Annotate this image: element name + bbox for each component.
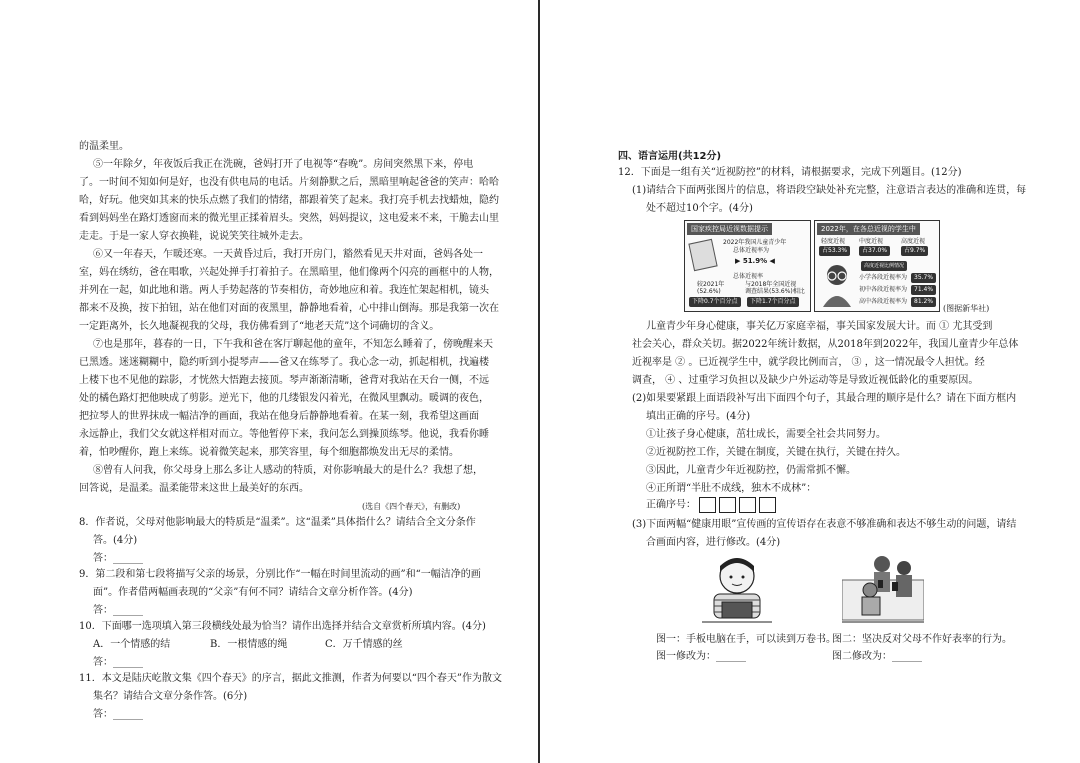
card-text: 高中各段近视率为 <box>859 298 908 305</box>
text-line: 社会关心，群众关切。据2022年统计数据，从2018年到2022年，我国儿童青少年总体 <box>632 339 1019 350</box>
card-text: 高度近视比例情况 <box>861 261 907 271</box>
text-line: 永远静止，我们父女就这样相对而立。等他暂停下来，我问怎么到操顶练琴。他说，我看你睡 <box>79 429 489 440</box>
card-text: 小学各段近视率为 <box>859 274 908 281</box>
text-line: ⑧曾有人问我，你父母身上那么多让人感动的特质，对你影响最大的是什么？我想了想， <box>93 465 483 476</box>
answer-line[interactable]: 答：______ <box>93 553 143 564</box>
card-text: 轻度近视 <box>821 238 846 245</box>
text-line: 调查， ④ 、过重学习负担以及缺少户外运动等是导致近视低龄化的重要原因。 <box>632 375 979 386</box>
sub-q2-cont: 填出正确的序号。(4分) <box>646 411 751 422</box>
question-12: 12．下面是一组有关“近视防控”的材料，请根据要求，完成下列题目。(12分) <box>618 167 962 178</box>
card-text: 中度近视 <box>859 238 884 245</box>
percent-badge: 71.4% <box>911 285 936 295</box>
order-label: 正确序号： <box>646 499 696 511</box>
percent-badge: 占53.3% <box>819 246 850 256</box>
card-text: 总体近视率 <box>733 273 764 280</box>
text-line: 儿童青少年身心健康，事关亿万家庭幸福，事关国家发展大计。而 ① 尤其受到 <box>646 321 993 332</box>
child-tablet-illustration <box>700 552 775 624</box>
card-text: 高度近视 <box>901 238 926 245</box>
card-text: 2022年我国儿童青少年 <box>723 239 787 246</box>
option-c: C．万千情感的丝 <box>325 639 403 650</box>
text-line: 近视率是 ② 。已近视学生中，就学段比例而言， ③ ，这一情况最令人担忧。经 <box>632 357 985 368</box>
text-line: 上楼下也不见他的踪影，才恍然大悟跑去接顶。琴声渐渐清晰，爸背对我站在天台一侧，不远 <box>79 375 489 386</box>
text-line: ⑦也是那年，暮春的一日，下午我和爸在客厅聊起他的童年，不知怎么睡着了，傍晚醒来天 <box>93 339 493 350</box>
question-8-cont: 答。(4分) <box>93 535 138 546</box>
text-line: ⑥又一年春天，乍暖还寒。一天黄昏过后，我打开房门，豁然看见天井对面，爸妈各处一 <box>93 249 483 260</box>
page-divider <box>538 0 540 763</box>
answer-box[interactable] <box>719 497 736 513</box>
option-a: A．一个情感的结 <box>93 639 171 650</box>
card-text: 调查结果(53.6%)相比 <box>745 288 805 295</box>
question-10: 10．下面哪一选项填入第三段横线处最为恰当？请作出选择并结合文章赏析所填内容。(4分) <box>79 621 486 632</box>
card-text: 初中各段近视率为 <box>859 286 908 293</box>
question-9-cont: 面”。作者借两幅画表现的“父亲”有何不同？请结合文章分析作答。(4分) <box>93 587 413 598</box>
family-phones-illustration <box>842 550 924 626</box>
card-text: 与2018年全国近视 <box>745 281 797 288</box>
text-line: ⑤一年除夕，年夜饭后我正在洗碗，爸妈打开了电视等“春晚”。房间突然黑下来，停电 <box>93 159 474 170</box>
text-line: 的温柔里。 <box>79 141 129 152</box>
text-line: 一定距离外，长久地凝视我的父母，我仿佛看到了“地老天荒”这个词确切的含义。 <box>79 321 440 332</box>
percent-badge: 占9.7% <box>901 246 928 256</box>
list-item: ②近视防控工作，关键在制度，关键在执行，关键在持久。 <box>646 447 906 458</box>
text-line: 已黑透。迷迷糊糊中，隐约听到小提琴声——爸又在练琴了。我心念一动，抓起相机，找遍楼 <box>79 357 489 368</box>
decrease-badge: 下降1.7个百分点 <box>747 297 799 307</box>
text-line: 着，怕吵醒你，跑上来练。说着微笑起来，那笑容里，每个细胞都焕发出无尽的柔情。 <box>79 447 459 458</box>
decrease-badge: 下降0.7个百分点 <box>689 297 741 307</box>
image-credit: (图据新华社) <box>943 304 990 313</box>
question-8: 8．作者说，父母对他影响最大的特质是“温柔”。这“温柔”具体指什么？请结合全文分条作 <box>79 517 476 528</box>
text-line: 都来不及换，按下拍钮，站在他们对面的夜黑里，静静地看着，心中排山倒海。那是我第一次在 <box>79 303 499 314</box>
list-item: ①让孩子身心健康，茁壮成长，需要全社会共同努力。 <box>646 429 886 440</box>
sub-q1-cont: 处不超过10个字。(4分) <box>646 203 753 214</box>
answer-box[interactable] <box>739 497 756 513</box>
list-item: ③因此，儿童青少年近视防控，仍需常抓不懈。 <box>646 465 856 476</box>
list-item: ④正所谓“半肚不成线，独木不成林”： <box>646 483 817 494</box>
sub-q1: (1)请结合下面两张图片的信息，将语段空缺处补充完整，注意语言表达的准确和连贯，每 <box>632 185 1027 196</box>
percent-badge: 35.7% <box>911 273 936 283</box>
source-note: (选自《四个春天》，有删改) <box>362 502 461 511</box>
section-title: 四、语言运用(共12分) <box>618 151 722 162</box>
percent-badge: 占37.0% <box>859 246 890 256</box>
text-line: 了。一时间不知如何是好，也没有供电局的电话。片刻静默之后，黑暗里响起爸爸的笑声：哈哈 <box>79 177 499 188</box>
text-line: 回答说，是温柔。温柔能带来这世上最美好的东西。 <box>79 483 309 494</box>
answer-box[interactable] <box>759 497 776 513</box>
question-9: 9．第二段和第七段将描写父亲的场景，分别比作“一幅在时间里流动的画”和“一幅洁净的画 <box>79 569 481 580</box>
document-icon <box>688 239 717 271</box>
card-text: 总体近视率为 <box>733 247 770 254</box>
answer-line[interactable]: 答：______ <box>93 657 143 668</box>
text-line: 看到妈妈坐在路灯透窗而来的微光里正揉着眉头。突然，妈妈提议，这电爱来不来，干脆去山里 <box>79 213 499 224</box>
option-b: B．一根情感的绳 <box>210 639 288 650</box>
answer-line[interactable]: 图一修改为：______ <box>656 651 746 662</box>
infographic-myopia-rate <box>684 220 811 312</box>
card-title: 2022年，在各总近视的学生中 <box>817 223 920 235</box>
sub-q3-cont: 合画面内容，进行修改。(4分) <box>646 537 781 548</box>
order-row <box>646 497 779 513</box>
caption-1: 图一：手板电脑在手，可以读到万卷书。 <box>656 634 836 645</box>
infographic-myopia-severity <box>814 220 940 312</box>
answer-box[interactable] <box>699 497 716 513</box>
question-11-cont: 集名？请结合文章分条作答。(6分) <box>93 691 248 702</box>
text-line: 走走。于是一家人穿衣换鞋，说说笑笑往城外走去。 <box>79 231 309 242</box>
text-line: 把拉琴人的世界抹成一幅洁净的画面，我站在他身后静静地看着。在某一刻，我希望这画面 <box>79 411 479 422</box>
answer-line[interactable]: 答：______ <box>93 605 143 616</box>
card-text: 较2021年 <box>697 281 725 288</box>
answer-line[interactable]: 图二修改为：______ <box>832 651 922 662</box>
card-text: (52.6%) <box>697 288 721 295</box>
text-line: 哈，好玩。他突如其来的快乐点燃了我们的情绪，都跟着笑了起来。我打亮手机去找蜡烛，隐约 <box>79 195 499 206</box>
student-glasses-icon <box>819 261 855 307</box>
card-title: 国家疾控局近视数据提示 <box>687 223 772 235</box>
caption-2: 图二：坚决反对父母不作好表率的行为。 <box>832 634 1012 645</box>
text-line: 并列在一起，如此地和谐。两人手势起落的节奏相仿，奇妙地应和着。我连忙架起相机，镜头 <box>79 285 489 296</box>
answer-line[interactable]: 答：______ <box>93 709 143 720</box>
text-line: 处的橘色路灯把他映成了剪影。逆光下，他的几缕银发闪着光，在微风里飘动。暖调的夜色， <box>79 393 489 404</box>
text-line: 室，妈在绣纺，爸在唱歌，兴起处掸手打着拍子。在黑暗里，他们像两个闪亮的画框中的人物， <box>79 267 499 278</box>
percent-badge: 81.2% <box>911 297 936 307</box>
sub-q3: (3)下面两幅“健康用眼”宣传画的宣传语存在表意不够准确和表达不够生动的问题，请结 <box>632 519 1017 530</box>
question-11: 11．本文是陆庆屹散文集《四个春天》的序言，据此文推测，作者为何要以“四个春天”作为散文 <box>79 673 502 684</box>
myopia-rate: ▶ 51.9% ◀ <box>735 257 775 265</box>
sub-q2: (2)如果要紧跟上面语段补写出下面四个句子，其最合理的顺序是什么？请在下面方框内 <box>632 393 1017 404</box>
